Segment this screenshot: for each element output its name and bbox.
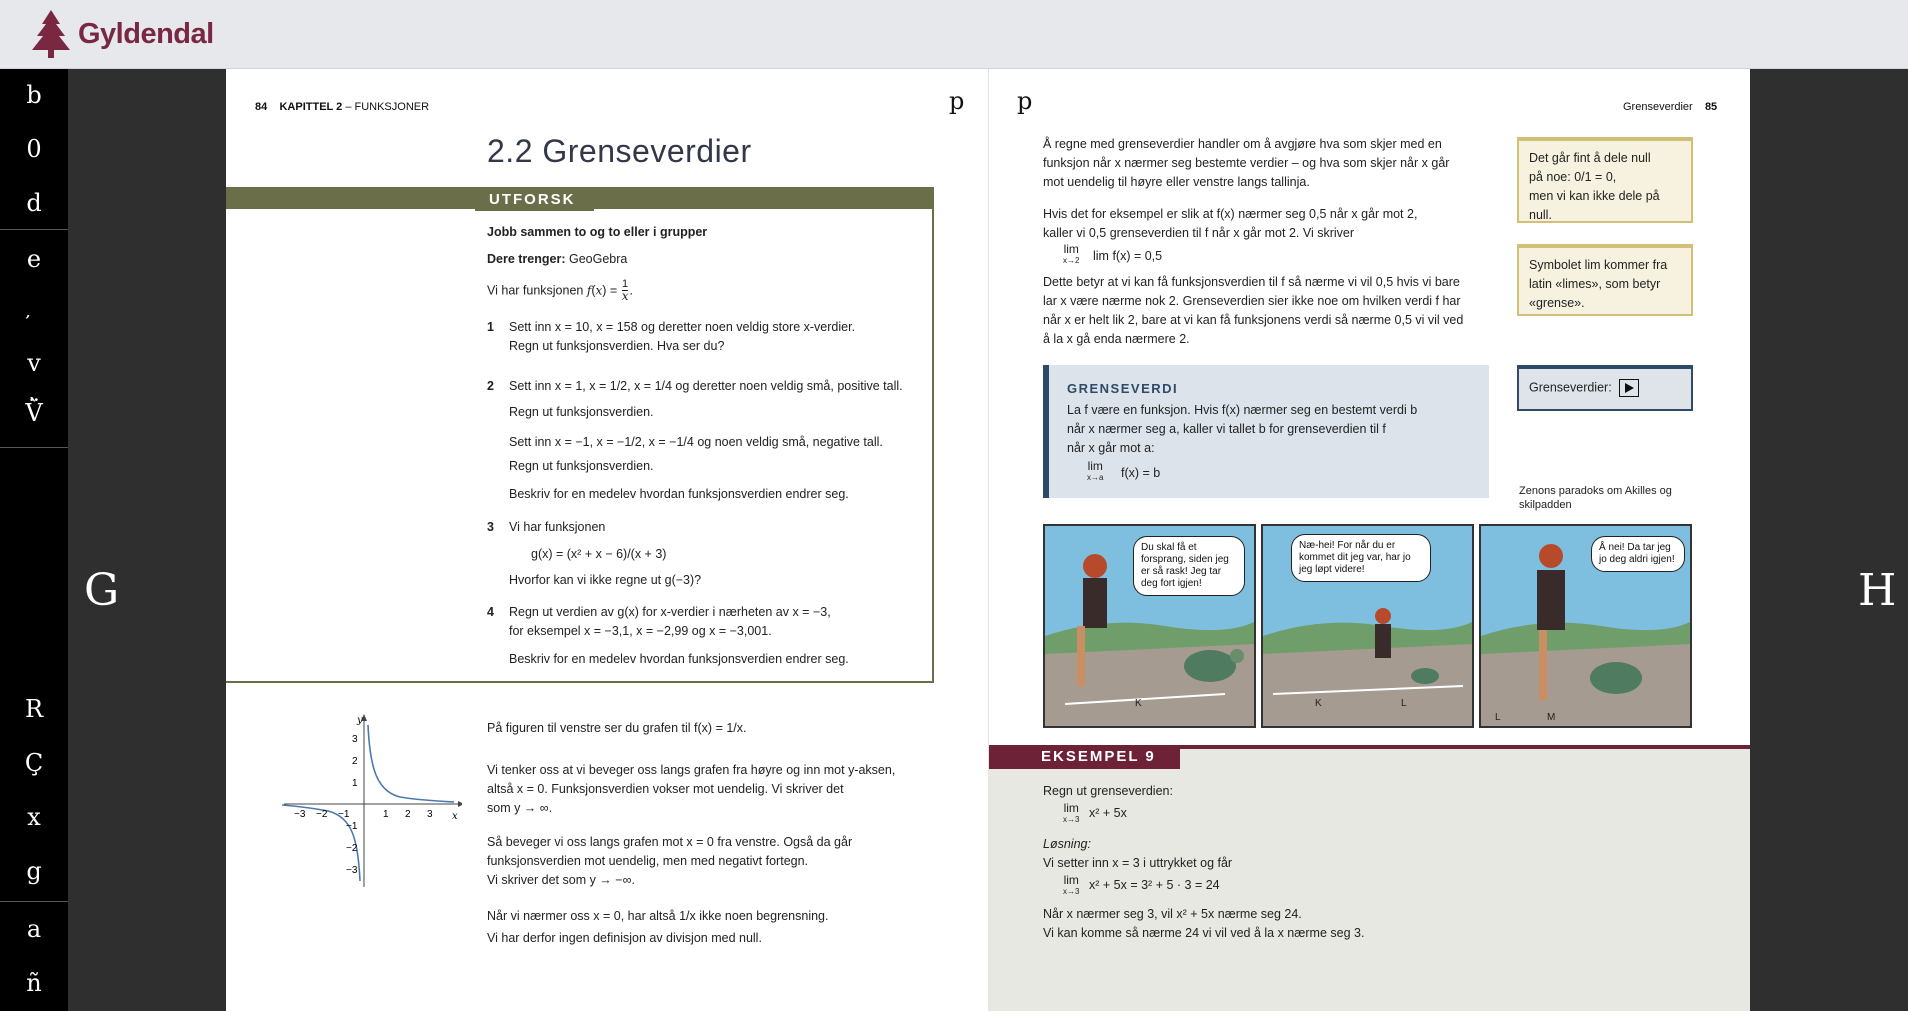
play-icon[interactable] — [1619, 379, 1639, 397]
y-label: y — [357, 715, 363, 726]
y-tick: −1 — [346, 821, 358, 832]
intro-bold: Jobb sammen to og to eller i grupper — [487, 225, 708, 239]
x-tick: −3 — [294, 809, 306, 820]
note-zero-division — [1517, 137, 1693, 223]
lim-symbol: lim x→2 — [1063, 242, 1080, 265]
sidebar-item-2[interactable]: 0 — [26, 135, 42, 163]
graph-curve-right — [368, 725, 454, 802]
chapter-label: KAPITTEL 2 — [279, 101, 343, 113]
definition-box — [1043, 365, 1489, 498]
needs-label: Dere trenger: — [487, 252, 566, 266]
x-label: x — [452, 811, 458, 822]
para2b: kaller vi 0,5 grenseverdien til f når x går mot 2. Vi skriver — [1043, 226, 1355, 240]
sidebar-item-1[interactable]: b — [26, 81, 42, 109]
x-tick: 1 — [383, 809, 389, 820]
grense-c: når x går mot a: — [1067, 441, 1155, 455]
task4-line2: for eksempel x = −3,1, x = −2,99 og x = −3,001. — [509, 624, 772, 638]
right-page — [988, 69, 1750, 1011]
y-tick: −2 — [346, 843, 358, 854]
utforsk-label: UTFORSK — [475, 189, 594, 211]
task3-func: g(x) = (x² + x − 6)/(x + 3) — [531, 547, 667, 561]
note1c: men vi kan ikke dele på null. — [1529, 189, 1660, 222]
func-intro: Vi har funksjonen — [487, 283, 584, 298]
lim-symbol: lim x→3 — [1063, 801, 1080, 824]
para1b: funksjon når x nærmer seg bestemte verdier – og hva som skjer når x går — [1043, 156, 1450, 170]
sidebar-item-6[interactable]: v — [27, 349, 41, 377]
comic-label: M — [1547, 712, 1556, 723]
note1b: på noe: — [1529, 170, 1571, 184]
x-tick: −1 — [338, 809, 350, 820]
task3-line2: Hvorfor kan vi ikke regne ut g(−3)? — [509, 573, 702, 587]
note-lim-symbol — [1517, 244, 1693, 316]
grense-a: La f være en funksjon. Hvis f(x) nærmer seg en bestemt verdi b — [1067, 403, 1418, 417]
sidebar-item-5[interactable] — [0, 291, 68, 319]
ex-losning: Løsning: — [1043, 837, 1091, 851]
definition-title: GRENSEVERDI — [1067, 381, 1179, 396]
tree-icon — [30, 8, 72, 60]
needs-line — [487, 250, 627, 269]
speech-bubble: Næ-hei! For når du er kommet dit jeg var, har jo jeg løpt videre! — [1291, 534, 1431, 582]
comic-caption: Zenons paradoks om Akilles og skilpadden — [1519, 485, 1672, 511]
task2-line3: Sett inn x = −1, x = −1/2, x = −1/4 og noen veldig små, negative tall. — [509, 435, 883, 449]
header-title: Grenseverdier — [1623, 101, 1693, 113]
sidebar-divider — [0, 229, 68, 230]
lim-symbol: lim x→3 — [1063, 873, 1080, 896]
ex-task: Regn ut grenseverdien: — [1043, 784, 1173, 798]
lim-sub: x→3 — [1063, 815, 1080, 824]
comic-label: L — [1495, 712, 1501, 723]
example-label: EKSEMPEL 9 — [989, 745, 1180, 769]
x-tick: 3 — [427, 809, 433, 820]
brand-name: Gyldendal — [78, 17, 214, 50]
sidebar-item-9[interactable]: Ç — [24, 749, 44, 777]
sidebar-divider — [0, 447, 68, 448]
lim-sub: x→2 — [1063, 256, 1080, 265]
graph-text4a: Når vi nærmer oss x = 0, har altså 1/x ikke noen begrensning. — [487, 909, 829, 923]
left-gutter — [68, 69, 226, 1011]
para3d: å la x gå enda nærmere 2. — [1043, 332, 1190, 346]
sidebar-item-11[interactable]: g — [26, 857, 42, 885]
lim-sub: x→3 — [1063, 887, 1080, 896]
fraction: $\frac{1}{x}$ — [621, 278, 629, 303]
note1-line — [1529, 168, 1681, 187]
video-label: Grenseverdier: — [1529, 380, 1612, 395]
task-number: 4 — [487, 605, 494, 619]
task2-line1: Sett inn x = 1, x = 1/2, x = 1/4 og deretter noen veldig små, positive tall. — [509, 379, 903, 393]
task1-line2: Regn ut funksjonsverdien. Hva ser du? — [509, 339, 725, 353]
page-number: 85 — [1704, 101, 1718, 113]
next-page-button[interactable]: H — [1858, 565, 1897, 616]
section-title: 2.2 Grenseverdier — [487, 133, 752, 169]
y-tick: −3 — [346, 865, 358, 876]
para2-formula: lim f(x) = 0,5 — [1093, 249, 1163, 263]
top-bar — [0, 0, 1908, 69]
graph-text1: På figuren til venstre ser du grafen til f(x) = 1/x. — [487, 721, 747, 735]
sidebar-item-4[interactable]: e — [26, 245, 42, 273]
prev-page-button[interactable]: G — [84, 565, 120, 616]
para1a: Å regne med grenseverdier handler om å avgjøre hva som skjer med en — [1043, 137, 1442, 151]
page-header — [1623, 101, 1717, 113]
task-number: 3 — [487, 520, 494, 534]
ex-formula2: x² + 5x = 3² + 5 · 3 = 24 — [1089, 878, 1220, 892]
hyperbola-graph — [282, 709, 462, 889]
x-tick: −2 — [316, 809, 328, 820]
speech-bubble: Å nei! Da tar jeg jo deg aldri igjen! — [1591, 536, 1685, 572]
task4-line1: Regn ut verdien av g(x) for x-verdier i nærheten av x = −3, — [509, 605, 831, 619]
ex-line1: Vi setter inn x = 3 i uttrykket og får — [1043, 856, 1233, 870]
grense-formula: f(x) = b — [1121, 466, 1161, 480]
sidebar — [0, 69, 68, 1011]
video-link[interactable] — [1517, 365, 1693, 411]
sidebar-item-12[interactable]: a — [26, 915, 42, 943]
page-number: 84 — [255, 101, 268, 113]
sidebar-item-8[interactable]: R — [24, 695, 44, 723]
sidebar-divider — [0, 901, 68, 902]
sidebar-item-7[interactable]: V̈̀ — [25, 399, 43, 427]
ex-lim2 — [1063, 875, 1079, 897]
y-tick: 1 — [352, 778, 358, 789]
ex-lim1 — [1063, 803, 1079, 825]
task1-line1: Sett inn x = 10, x = 158 og deretter noen veldig store x-verdier. — [509, 320, 856, 334]
chapter-title: – FUNKSJONER — [345, 101, 430, 113]
comic-label: K — [1135, 698, 1142, 709]
needs-value: GeoGebra — [568, 252, 628, 266]
comic-label: K — [1315, 698, 1322, 709]
comic-panel-3 — [1479, 524, 1692, 728]
note2a: Symbolet lim kommer fra — [1529, 258, 1668, 272]
para1c: mot uendelig til høyre eller venstre langs tallinja. — [1043, 175, 1310, 189]
ex-line2: Når x nærmer seg 3, vil x² + 5x nærme seg 24. — [1043, 907, 1302, 921]
graph-text2c: som y → ∞. — [487, 801, 553, 815]
gyldendal-logo[interactable] — [30, 6, 214, 62]
x-tick: 2 — [405, 809, 411, 820]
task-number: 1 — [487, 320, 494, 334]
lim-symbol: lim x→a — [1087, 459, 1104, 482]
para2-formula-line — [1063, 244, 1079, 266]
task-number: 2 — [487, 379, 494, 393]
ex-line3: Vi kan komme så nærme 24 vi vil ved å la x nærme seg 3. — [1043, 926, 1365, 940]
page-mark: p — [949, 87, 965, 115]
task2-line5: Beskriv for en medelev hvordan funksjonsverdien endrer seg. — [509, 487, 849, 501]
sidebar-item-3[interactable]: d — [26, 189, 42, 217]
left-page — [226, 69, 988, 1011]
y-tick: 2 — [352, 756, 358, 767]
task2-line4: Regn ut funksjonsverdien. — [509, 459, 654, 473]
para3b: lar x være nærme nok 2. Grenseverdien sier ikke noe om hvilken verdi f har — [1043, 294, 1461, 308]
graph-text2a: Vi tenker oss at vi beveger oss langs grafen fra høyre og inn mot y-aksen, — [487, 763, 896, 777]
grense-lim — [1087, 461, 1103, 483]
grense-b: når x nærmer seg a, kaller vi tallet b for grenseverdien til f — [1067, 422, 1386, 436]
comic-panel-2 — [1261, 524, 1474, 728]
note1-formula: 0/1 = 0, — [1574, 170, 1617, 184]
speech-bubble: Du skal få et forsprang, siden jeg er så rask! Jeg tar deg fort igjen! — [1133, 536, 1245, 596]
task4-line3: Beskriv for en medelev hvordan funksjonsverdien endrer seg. — [509, 652, 849, 666]
graph-text3c: Vi skriver det som y → −∞. — [487, 873, 635, 887]
func-intro-line: Vi har funksjonen f(x) = $\frac{1}{x}$ . — [487, 278, 633, 303]
para3a: Dette betyr at vi kan få funksjonsverdien til f så nærme vi vil 0,5 hvis vi bare — [1043, 275, 1460, 289]
ex-formula1: x² + 5x — [1089, 806, 1127, 820]
graph-text3b: funksjonsverdien mot uendelig, men med negativt fortegn. — [487, 854, 809, 868]
comic-label: L — [1401, 698, 1407, 709]
lim-sub: x→a — [1087, 473, 1104, 482]
sidebar-item-10[interactable]: x — [27, 803, 41, 831]
task3-line1: Vi har funksjonen — [509, 520, 606, 534]
graph-text4b: Vi har derfor ingen definisjon av divisjon med null. — [487, 931, 762, 945]
right-gutter — [1750, 69, 1908, 1011]
sidebar-item-13[interactable]: ñ — [26, 969, 42, 997]
graph-text3a: Så beveger vi oss langs grafen mot x = 0 fra venstre. Også da går — [487, 835, 853, 849]
note2b: latin «limes», som betyr — [1529, 277, 1661, 291]
graph-text2b: altså x = 0. Funksjonsverdien vokser mot uendelig. Vi skriver det — [487, 782, 844, 796]
para2a: Hvis det for eksempel er slik at f(x) nærmer seg 0,5 når x går mot 2, — [1043, 207, 1418, 221]
note2c: «grense». — [1529, 296, 1585, 310]
page-header — [255, 101, 429, 113]
task2-line2: Regn ut funksjonsverdien. — [509, 405, 654, 419]
comic-panel-1 — [1043, 524, 1256, 728]
note1a: Det går fint å dele null — [1529, 151, 1651, 165]
page-mark: p — [1017, 87, 1033, 115]
y-tick: 3 — [352, 734, 358, 745]
para3c: når x er helt lik 2, bare at vi kan få funksjonens verdi så nærme 0,5 vi vil ved — [1043, 313, 1464, 327]
x-axis-arrow — [458, 801, 462, 807]
